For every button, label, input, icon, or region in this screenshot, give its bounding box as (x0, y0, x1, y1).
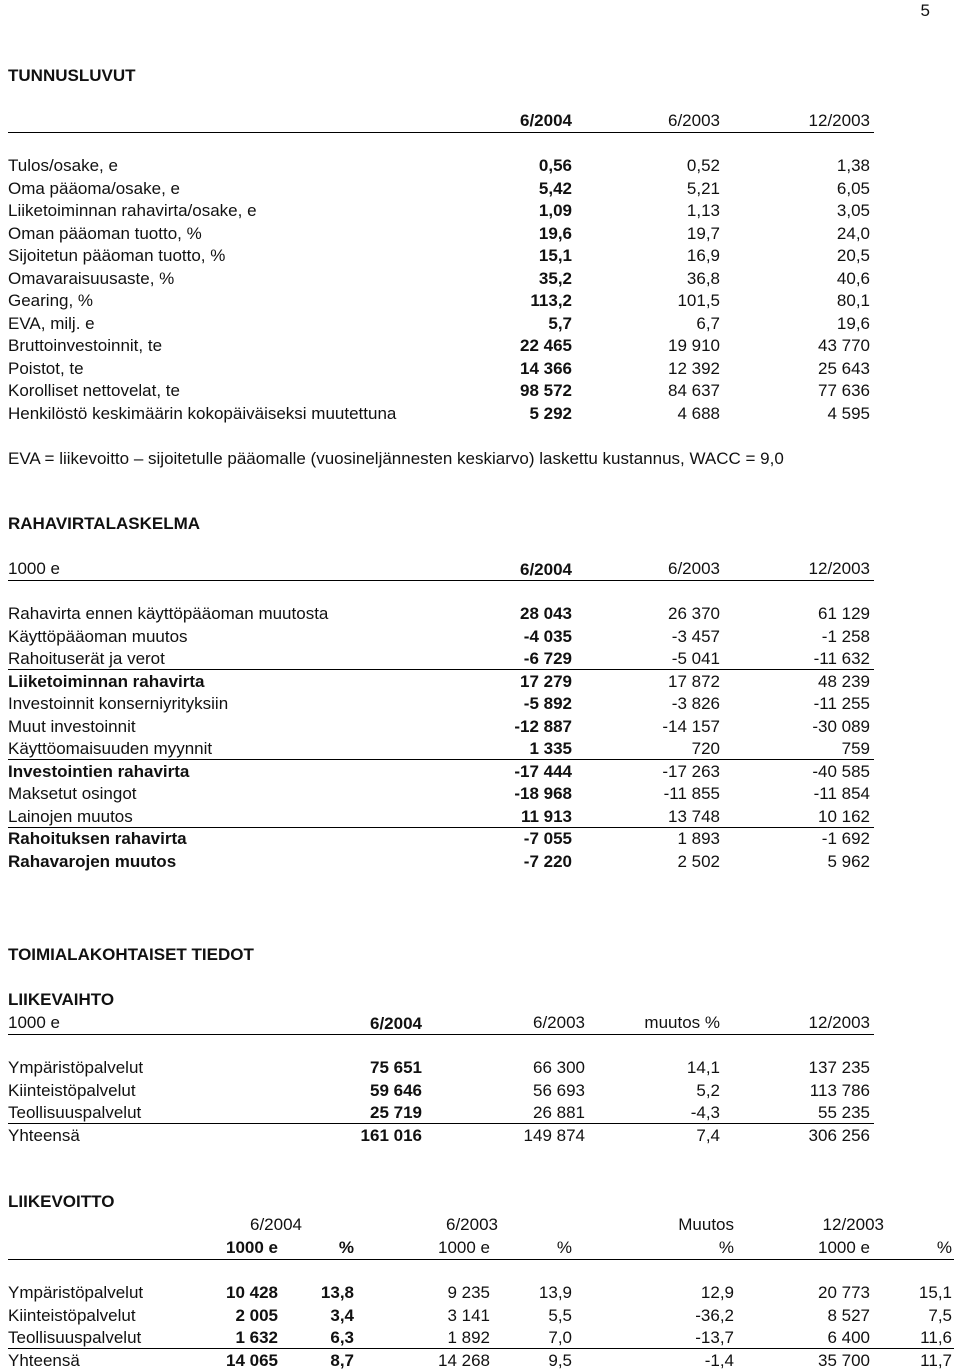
row-label: Maksetut osingot (8, 784, 137, 803)
value-6-2003: 16,9 (686, 246, 720, 265)
value-6-2003: 36,8 (686, 268, 720, 288)
value-12-2003: 55 235 (818, 1103, 870, 1122)
subheader-percent: % (556, 1238, 572, 1257)
row-label: Rahoituserät ja verot (8, 649, 165, 668)
value-6-2003: -17 263 (662, 761, 720, 781)
value-muutos-percent: 12,9 (700, 1283, 734, 1302)
column-header-6-2004: 6/2004 (520, 111, 572, 130)
value-6-2003: 1 893 (677, 829, 720, 848)
row-label: Omavaraisuusaste, % (8, 268, 175, 288)
value-percent-6-2004: 13,8 (320, 1283, 354, 1302)
value-12-2003: 3,05 (836, 201, 870, 220)
table-row (0, 314, 960, 334)
value-6-2004: 113,2 (530, 291, 572, 310)
value-6-2003: 5,21 (686, 178, 720, 198)
table-row (0, 1058, 960, 1078)
row-label: Korolliset nettovelat, te (8, 381, 180, 400)
value-6-2003: 4 688 (677, 403, 720, 423)
section-title-liikevoitto: LIIKEVOITTO (8, 1192, 115, 1211)
unit-label: 1000 e (8, 1013, 60, 1032)
value-12-2003: -11 854 (813, 784, 870, 803)
value-12-2003: 48 239 (818, 671, 870, 691)
value-percent-12-2003: 11,7 (920, 1350, 952, 1370)
value-12-2003: 20,5 (836, 246, 870, 265)
table-row (0, 224, 960, 244)
row-label: Sijoitetun pääoman tuotto, % (8, 246, 226, 265)
section-title-toimialakohtaiset: TOIMIALAKOHTAISET TIEDOT (8, 945, 254, 964)
table-row (0, 1306, 960, 1326)
table-row (0, 1081, 960, 1101)
value-6-2003: 26 881 (533, 1103, 585, 1122)
table-row (0, 201, 960, 221)
row-label: Gearing, % (8, 291, 94, 310)
value-percent-6-2003: 5,5 (548, 1305, 572, 1325)
table-row (0, 246, 960, 266)
value-6-2003: 19,7 (686, 223, 720, 243)
row-label: Investointien rahavirta (8, 761, 190, 781)
value-6-2004: 98 572 (520, 381, 572, 400)
subheader-percent: % (338, 1238, 354, 1257)
column-header-muutos: muutos % (644, 1013, 720, 1032)
value-muutos-percent: -1,4 (704, 1350, 734, 1370)
row-label: Teollisuuspalvelut (8, 1103, 142, 1122)
value-12-2003: 5 962 (827, 851, 870, 871)
value-6-2004: 28 043 (520, 604, 572, 623)
value-12-2003: -11 255 (813, 694, 870, 713)
value-6-2004: 25 719 (370, 1103, 422, 1122)
table-row (0, 336, 960, 356)
row-label: Oma pääoma/osake, e (8, 178, 180, 198)
row-label: Henkilöstö keskimäärin kokopäiväiseksi muutettuna (8, 403, 397, 423)
value-6-2003: -5 041 (671, 649, 720, 668)
value-6-2004: 5,7 (548, 313, 572, 333)
table-row (0, 762, 960, 782)
value-12-2003: -30 089 (812, 716, 870, 736)
value-1000e-6-2003: 3 141 (447, 1305, 490, 1325)
value-6-2004: 59 646 (370, 1080, 422, 1100)
value-6-2003: 101,5 (677, 291, 720, 310)
column-header-6-2004: 6/2004 (370, 1014, 422, 1033)
value-6-2004: 17 279 (520, 671, 572, 691)
value-12-2003: 6,05 (836, 178, 870, 198)
value-muutos: -4,3 (690, 1103, 720, 1122)
value-6-2003: -3 457 (671, 626, 720, 646)
table-row (0, 829, 960, 849)
table-row (8, 649, 874, 670)
table-row (0, 1126, 960, 1146)
table-row (0, 1283, 960, 1303)
value-6-2003: 19 910 (668, 336, 720, 355)
value-12-2003: 10 162 (818, 806, 870, 826)
value-6-2004: -18 968 (514, 784, 572, 803)
period-header-6-2004: 6/2004 (250, 1215, 302, 1234)
header-rule (8, 132, 874, 133)
value-percent-12-2003: 7,5 (928, 1305, 952, 1325)
subheader-percent: % (718, 1238, 734, 1257)
row-label: Yhteensä (8, 1350, 80, 1370)
table-row (0, 381, 960, 401)
value-6-2004: -7 220 (523, 851, 572, 871)
row-label: Tulos/osake, e (8, 156, 118, 175)
row-label: Poistot, te (8, 358, 84, 378)
value-percent-6-2004: 8,7 (330, 1350, 354, 1370)
column-header-6-2003: 6/2003 (668, 559, 720, 578)
table-row (0, 359, 960, 379)
value-muutos-percent: -36,2 (695, 1305, 734, 1325)
value-6-2004: -7 055 (523, 829, 572, 848)
row-label: Rahavirta ennen käyttöpääoman muutosta (8, 604, 329, 623)
page-number: 5 (920, 1, 930, 20)
value-muutos: 7,4 (696, 1125, 720, 1145)
row-label: Lainojen muutos (8, 806, 133, 826)
table-row (8, 1103, 874, 1124)
value-6-2003: -3 826 (671, 694, 720, 713)
value-6-2003: 149 874 (523, 1125, 585, 1145)
value-6-2004: 35,2 (538, 268, 572, 288)
value-6-2004: 11 913 (520, 806, 572, 826)
header-rule (8, 1259, 954, 1260)
value-6-2004: 0,56 (538, 156, 572, 175)
table-row (8, 739, 874, 760)
value-6-2004: 75 651 (370, 1058, 422, 1077)
value-6-2003: 66 300 (533, 1058, 585, 1077)
section-title-tunnusluvut: TUNNUSLUVUT (8, 66, 136, 85)
value-12-2003: 25 643 (818, 358, 870, 378)
row-label: Ympäristöpalvelut (8, 1058, 144, 1077)
value-12-2003: -1 258 (821, 626, 870, 646)
value-12-2003: 24,0 (836, 223, 870, 243)
value-6-2003: 17 872 (668, 671, 720, 691)
section-title-rahavirtalaskelma: RAHAVIRTALASKELMA (8, 514, 201, 533)
unit-label: 1000 e (8, 559, 60, 578)
row-label: Kiinteistöpalvelut (8, 1305, 136, 1325)
value-6-2003: 12 392 (668, 358, 720, 378)
value-6-2003: 6,7 (696, 313, 720, 333)
table-row (0, 179, 960, 199)
value-12-2003: 306 256 (808, 1125, 870, 1145)
value-6-2004: -17 444 (514, 761, 572, 781)
value-6-2004: 22 465 (520, 336, 572, 355)
row-label: Rahavarojen muutos (8, 851, 177, 871)
value-muutos: 14,1 (686, 1058, 720, 1077)
value-6-2004: 19,6 (538, 223, 572, 243)
value-12-2003: 61 129 (818, 604, 870, 623)
value-12-2003: -1 692 (821, 829, 870, 848)
value-6-2004: 1,09 (538, 201, 572, 220)
value-1000e-6-2004: 10 428 (226, 1283, 278, 1302)
period-header-12-2003: 12/2003 (822, 1215, 884, 1234)
value-1000e-6-2004: 1 632 (235, 1328, 278, 1347)
column-header-12-2003: 12/2003 (808, 111, 870, 130)
value-percent-12-2003: 11,6 (920, 1328, 952, 1347)
value-6-2004: 161 016 (360, 1125, 422, 1145)
value-6-2004: -5 892 (523, 694, 572, 713)
value-6-2004: 1 335 (529, 739, 572, 758)
row-label: Liiketoiminnan rahavirta (8, 671, 205, 691)
table-row (0, 404, 960, 424)
value-1000e-12-2003: 35 700 (818, 1350, 870, 1370)
row-label: Kiinteistöpalvelut (8, 1080, 136, 1100)
value-percent-6-2003: 13,9 (538, 1283, 572, 1302)
table-row (0, 694, 960, 714)
value-12-2003: 40,6 (836, 268, 870, 288)
value-12-2003: 80,1 (836, 291, 870, 310)
value-percent-6-2003: 9,5 (548, 1350, 572, 1370)
table-row (0, 156, 960, 176)
value-6-2004: -12 887 (514, 716, 572, 736)
value-12-2003: 113 786 (809, 1080, 870, 1100)
value-1000e-12-2003: 20 773 (818, 1283, 870, 1302)
subheader-percent: % (936, 1238, 952, 1257)
value-1000e-6-2003: 9 235 (447, 1283, 490, 1302)
table-row (0, 672, 960, 692)
header-rule (8, 1034, 874, 1035)
value-percent-6-2004: 3,4 (330, 1305, 354, 1325)
row-label: Käyttöpääoman muutos (8, 626, 188, 646)
table-row (0, 1351, 960, 1371)
value-12-2003: 1,38 (836, 156, 870, 175)
value-percent-12-2003: 15,1 (918, 1283, 952, 1302)
value-12-2003: 19,6 (836, 313, 870, 333)
row-label: Käyttöomaisuuden myynnit (8, 739, 213, 758)
period-header-muutos: Muutos (678, 1215, 734, 1234)
value-1000e-12-2003: 8 527 (827, 1305, 870, 1325)
value-6-2004: 15,1 (538, 246, 572, 265)
column-header-12-2003: 12/2003 (808, 559, 870, 578)
table-row (0, 852, 960, 872)
value-6-2003: 26 370 (668, 604, 720, 623)
table-row (0, 784, 960, 804)
row-label: Oman pääoman tuotto, % (8, 223, 202, 243)
table-row (8, 1328, 954, 1349)
table-row (0, 717, 960, 737)
value-6-2004: 14 366 (520, 358, 572, 378)
value-6-2003: 1,13 (686, 201, 720, 220)
row-label: Ympäristöpalvelut (8, 1283, 144, 1302)
column-header-12-2003: 12/2003 (808, 1013, 870, 1032)
value-12-2003: -40 585 (812, 761, 870, 781)
value-6-2004: 5 292 (529, 403, 572, 423)
value-6-2003: 2 502 (677, 851, 720, 871)
value-6-2004: 5,42 (538, 178, 572, 198)
value-6-2003: 720 (691, 739, 720, 758)
period-header-6-2003: 6/2003 (446, 1215, 498, 1234)
value-muutos-percent: -13,7 (695, 1328, 734, 1347)
table-row (0, 269, 960, 289)
table-row (0, 627, 960, 647)
column-header-6-2004: 6/2004 (520, 560, 572, 579)
row-label: Yhteensä (8, 1125, 80, 1145)
value-6-2004: -6 729 (523, 649, 572, 668)
value-6-2004: -4 035 (523, 626, 572, 646)
value-12-2003: 137 235 (808, 1058, 870, 1077)
row-label: Muut investoinnit (8, 716, 136, 736)
value-6-2003: 56 693 (533, 1080, 585, 1100)
table-row (0, 604, 960, 624)
value-6-2003: -14 157 (662, 716, 720, 736)
value-1000e-6-2003: 14 268 (438, 1350, 490, 1370)
value-12-2003: -11 632 (813, 649, 870, 668)
subheader-1000e: 1000 e (818, 1238, 870, 1257)
value-6-2003: 0,52 (686, 156, 720, 175)
header-rule (8, 580, 874, 581)
row-label: Teollisuuspalvelut (8, 1328, 142, 1347)
row-label: EVA, milj. e (8, 313, 95, 333)
row-label: Investoinnit konserniyrityksiin (8, 694, 229, 713)
row-label: Rahoituksen rahavirta (8, 829, 187, 848)
value-6-2003: 13 748 (668, 806, 720, 826)
value-1000e-6-2004: 14 065 (226, 1350, 278, 1370)
value-12-2003: 759 (841, 739, 870, 758)
row-label: Liiketoiminnan rahavirta/osake, e (8, 201, 257, 220)
section-title-liikevaihto: LIIKEVAIHTO (8, 990, 115, 1009)
eva-note: EVA = liikevoitto – sijoitetulle pääomalle (vuosineljännesten keskiarvo) laskettu kustannus, WACC = 9,0 (8, 449, 784, 468)
value-1000e-12-2003: 6 400 (827, 1328, 870, 1347)
value-12-2003: 43 770 (818, 336, 870, 355)
value-12-2003: 4 595 (827, 403, 870, 423)
subheader-1000e: 1000 e (438, 1238, 490, 1257)
table-row (8, 807, 874, 828)
table-row (0, 291, 960, 311)
value-1000e-6-2004: 2 005 (235, 1305, 278, 1325)
column-header-6-2003: 6/2003 (533, 1013, 585, 1032)
value-1000e-6-2003: 1 892 (447, 1328, 490, 1347)
value-percent-6-2003: 7,0 (548, 1328, 572, 1347)
column-header-6-2003: 6/2003 (668, 111, 720, 130)
value-percent-6-2004: 6,3 (330, 1328, 354, 1347)
value-6-2003: 84 637 (668, 381, 720, 400)
subheader-1000e: 1000 e (226, 1238, 278, 1257)
row-label: Bruttoinvestoinnit, te (8, 336, 163, 355)
value-6-2003: -11 855 (663, 784, 720, 803)
value-12-2003: 77 636 (818, 381, 870, 400)
value-muutos: 5,2 (696, 1080, 720, 1100)
